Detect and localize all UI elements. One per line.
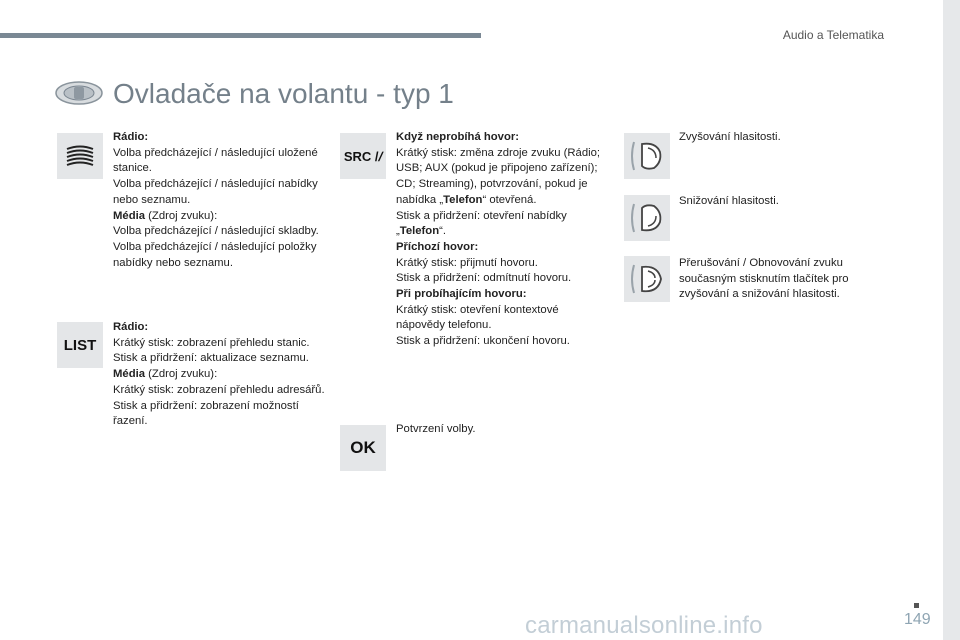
seek-wheel-icon xyxy=(57,133,103,179)
radio-heading: Rádio: xyxy=(113,321,149,333)
volume-down-icon xyxy=(624,195,670,241)
seek-description xyxy=(113,130,328,271)
list-button-icon: LIST xyxy=(57,322,103,368)
src-button-icon: SRC // xyxy=(340,133,386,179)
steering-controls-icon xyxy=(54,80,104,111)
text-line: Stisk a přidržení: ukončení hovoru. xyxy=(396,335,570,348)
text-line: Volba předcházející / následující položky nabídky nebo seznamu. xyxy=(113,240,317,269)
src-description xyxy=(396,130,601,350)
text-fragment: Krátký stisk: změna zdroje zvuku (Rádio; USB; AUX (pokud je připojeno zařízení); CD; Streaming), potvrzování, pokud je nabídka „ xyxy=(396,146,601,206)
text-fragment: “. xyxy=(439,225,447,238)
text-fragment: “ otevřená. xyxy=(482,193,537,206)
media-heading: Média xyxy=(113,209,146,222)
text-line: Volba předcházející / následující nabídky nebo seznamu. xyxy=(113,178,318,206)
mute-icon xyxy=(624,256,670,302)
text-line: Potvrzení volby. xyxy=(396,423,476,435)
ok-button-icon: OK xyxy=(340,425,386,471)
no-call-heading: Když neprobíhá hovor: xyxy=(396,131,520,143)
text-line: Volba předcházející / následující skladby. xyxy=(113,225,319,238)
page-title: Ovladače na volantu - typ 1 xyxy=(113,78,454,109)
radio-heading: Rádio: xyxy=(113,131,149,143)
ongoing-call-heading: Při probíhajícím hovoru: xyxy=(396,288,527,301)
media-heading: Média xyxy=(113,368,146,381)
text-fragment: (Zdroj zvuku): xyxy=(145,209,218,222)
page-number: 149 xyxy=(904,611,931,628)
ok-description xyxy=(396,422,601,438)
volume-up-icon xyxy=(624,133,670,179)
text-line: Krátký stisk: přijmutí hovoru. xyxy=(396,256,538,269)
text-line: Krátký stisk: otevření kontextové nápovědy telefonu. xyxy=(396,303,559,332)
page-edge-tab xyxy=(943,0,960,640)
text-fragment: (Zdroj zvuku): xyxy=(145,368,218,381)
page-dot xyxy=(914,603,919,608)
text-line: Stisk a přidržení: zobrazení možností řazení. xyxy=(113,399,299,428)
incoming-call-heading: Příchozí hovor: xyxy=(396,240,479,253)
telefon-label: Telefon xyxy=(443,193,483,206)
watermark: carmanualsonline.info xyxy=(525,612,763,639)
text-line: Stisk a přidržení: aktualizace seznamu. xyxy=(113,352,309,365)
section-title: Audio a Telematika xyxy=(782,28,884,42)
text-line: Krátký stisk: zobrazení přehledu stanic. xyxy=(113,336,310,349)
volume-up-description: Zvyšování hlasitosti. xyxy=(679,131,781,143)
volume-down-description: Snižování hlasitosti. xyxy=(679,195,779,207)
text-line: Krátký stisk: zobrazení přehledu adresářů. xyxy=(113,383,325,396)
list-description xyxy=(113,320,328,430)
text-line: Stisk a přidržení: odmítnutí hovoru. xyxy=(396,272,572,285)
telefon-label: Telefon xyxy=(399,225,440,238)
mute-description: Přerušování / Obnovování zvuku současným stisknutím tlačítek pro zvyšování a snižování hlasitosti. xyxy=(679,257,849,301)
top-rule xyxy=(0,33,481,38)
text-line: Volba předcházející / následující uložené stanice. xyxy=(113,146,318,175)
text-fragment: Stisk a přidržení: otevření nabídky „ xyxy=(396,209,567,238)
